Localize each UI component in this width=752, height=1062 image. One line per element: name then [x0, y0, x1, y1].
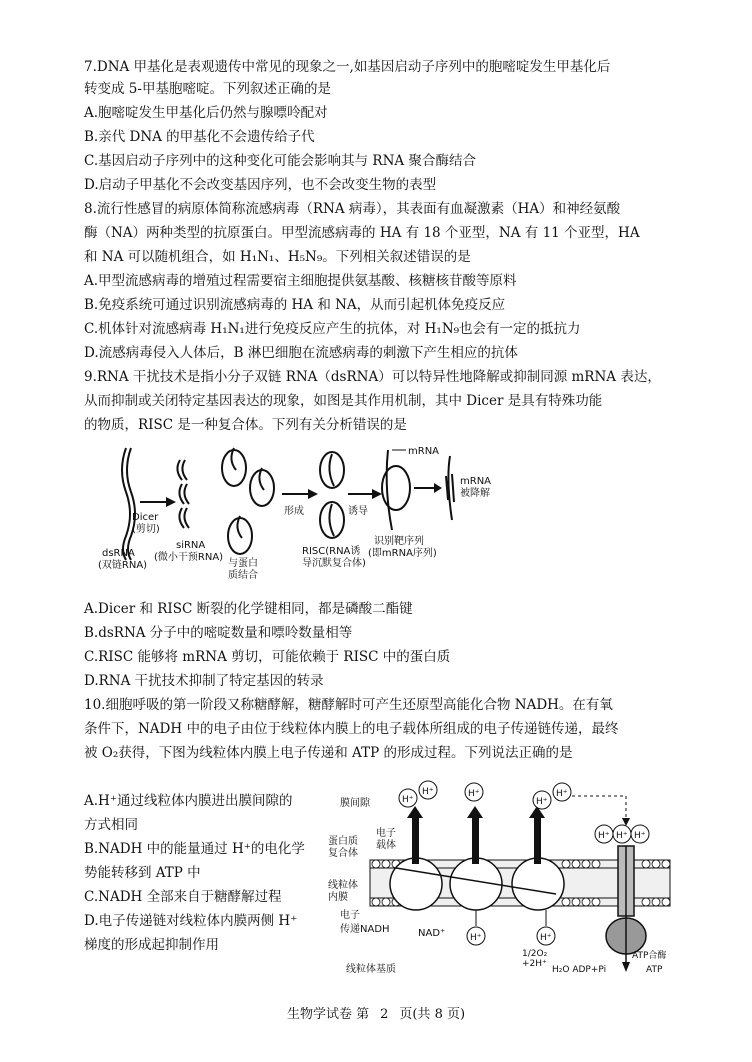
page-footer: [0, 1003, 752, 1022]
rna-interference-diagram: [96, 440, 496, 580]
proton-pump-arrows: [407, 806, 545, 864]
q7-option-a: A.胞嘧啶发生甲基化后仍然与腺嘌呤配对: [84, 105, 328, 121]
h-label-top-4: H⁺: [536, 797, 548, 807]
dsrna-label: dsRNA: [102, 548, 135, 559]
h-label-top-6: H⁺: [598, 831, 610, 841]
q10-option-b-line-2: 势能转移到 ATP 中: [84, 865, 201, 881]
h-label-bottom-1: H⁺: [470, 933, 482, 943]
h-label-top-3: H⁺: [468, 789, 480, 799]
atp-label: ATP: [646, 965, 663, 975]
q9-option-d: D.RNA 干扰技术抑制了特定基因的转录: [84, 673, 324, 689]
h-label-top-7: H⁺: [616, 831, 628, 841]
protein-bind-label-1: 与蛋白: [228, 558, 258, 569]
mrna-label: mRNA: [408, 446, 440, 457]
nad-label: NAD⁺: [418, 928, 446, 939]
inner-membrane-label-1: 线粒体: [328, 880, 358, 891]
dicer-sub-label: (剪切): [132, 524, 160, 535]
h2o-adp-label: H₂O ADP+Pi: [552, 965, 607, 975]
footer-page-number: 2: [380, 1007, 389, 1022]
q8-option-a: A.甲型流感病毒的增殖过程需要宿主细胞提供氨基酸、核糖核苷酸等原料: [84, 273, 517, 289]
sirna-sub-label: (微小干预RNA): [154, 552, 224, 563]
matrix-label: 线粒体基质: [346, 964, 396, 975]
q9-option-a: A.Dicer 和 RISC 断裂的化学键相同，都是磷酸二酯键: [84, 601, 413, 617]
q8-stem-line-3: 和 NA 可以随机组合，如 H₁N₁、H₅N₉。下列相关叙述错误的是: [84, 249, 471, 265]
q7-option-d: D.启动子甲基化不会改变基因序列，也不会改变生物的表型: [84, 177, 437, 193]
o2-label: 1/2O₂: [522, 949, 548, 959]
form-label: 形成: [284, 506, 304, 517]
q9-stem-line-2: 从而抑制或关闭特定基因表达的现象，如图是其作用机制，其中 Dicer 是具有特殊功能: [84, 393, 603, 409]
q9-option-b: B.dsRNA 分子中的嘧啶数量和嘌呤数量相等: [84, 625, 353, 641]
intermembrane-label: 膜间隙: [340, 798, 370, 809]
q10-option-b-line-1: B.NADH 中的能量通过 H⁺的电化学: [84, 841, 305, 857]
q7-option-c: C.基因启动子序列中的这种变化可能会影响其与 RNA 聚合酶结合: [84, 153, 476, 169]
h-label-top-2: H⁺: [422, 787, 434, 797]
footer-subject: 生物学试卷 第: [286, 1007, 370, 1022]
q8-option-c: C.机体针对流感病毒 H₁N₁进行免疫反应产生的抗体，对 H₁N₉也会有一定的抵抗力: [84, 321, 581, 337]
h-label-top-5: H⁺: [556, 789, 568, 799]
q9-stem-line-3: 的物质，RISC 是一种复合体。下列有关分析错误的是: [84, 417, 407, 433]
risc-label-1: RISC(RNA诱: [302, 546, 361, 557]
q8-option-b: B.免疫系统可通过识别流感病毒的 HA 和 NA，从而引起机体免疫反应: [84, 297, 506, 313]
q10-stem-line-1: 10.细胞呼吸的第一阶段又称糖酵解，糖酵解时可产生还原型高能化合物 NADH。在有氧: [84, 697, 613, 713]
dsrna-sub-label: (双链RNA): [98, 560, 148, 571]
risc-label-2: 导沉默复合体): [302, 558, 366, 569]
electron-transport-diagram: [326, 776, 688, 976]
q10-stem-line-2: 条件下，NADH 中的电子由位于线粒体内膜上的电子载体所组成的电子传递链传递，最终: [84, 721, 619, 737]
recog-label-1: 识别靶序列: [374, 536, 424, 547]
q9-stem-line-1: 9.RNA 干扰技术是指小分子双链 RNA（dsRNA）可以特异性地降解或抑制同源 mRNA 表达，: [84, 369, 661, 385]
protein-complexes: [390, 858, 564, 910]
degrade-label-1: mRNA: [460, 476, 492, 487]
recog-label-2: (即mRNA序列): [368, 548, 437, 559]
footer-total: 页(共 8 页): [399, 1007, 466, 1022]
degraded-mrna: [446, 456, 454, 520]
h-label-bottom-2: H⁺: [540, 933, 552, 943]
degrade-label-2: 被降解: [460, 488, 490, 499]
complex-label-1: 蛋白质: [328, 836, 358, 847]
h-label-top-1: H⁺: [402, 795, 414, 805]
sirna-strands: [177, 460, 189, 528]
e-carrier-label-2: 载体: [376, 840, 396, 851]
protein-bind-label-2: 质结合: [228, 570, 258, 580]
induce-label: 诱导: [348, 506, 368, 517]
q8-stem-line-1: 8.流行性感冒的病原体简称流感病毒（RNA 病毒），其表面有血凝激素（HA）和神经氨酸: [84, 201, 621, 217]
q8-stem-line-2: 酶（NA）两种类型的抗原蛋白。甲型流感病毒的 HA 有 18 个亚型，NA 有 11 个亚型，HA: [84, 225, 640, 241]
q10-option-d-line-1: D.电子传递链对线粒体内膜两侧 H⁺: [84, 913, 298, 929]
e-carrier-label-1: 电子: [376, 828, 396, 839]
q8-option-d: D.流感病毒侵入人体后，B 淋巴细胞在流感病毒的刺激下产生相应的抗体: [84, 345, 518, 361]
q10-option-a-line-1: A.H⁺通过线粒体内膜进出膜间隙的: [84, 793, 293, 809]
risc-complexes: [320, 452, 344, 538]
q7-stem-line-2: 转变成 5-甲基胞嘧啶。下列叙述正确的是: [84, 81, 331, 97]
dicer-label: Dicer: [132, 512, 159, 523]
q7-stem-line-1: 7.DNA 甲基化是表观遗传中常见的现象之一,如基因启动子序列中的胞嘧啶发生甲基化后: [84, 59, 611, 75]
complex-label-2: 复合体: [328, 848, 358, 859]
q7-option-b: B.亲代 DNA 的甲基化不会遗传给子代: [84, 129, 315, 145]
protein-ovals: [222, 450, 274, 554]
proton-circles-top: [399, 781, 649, 843]
q10-option-c: C.NADH 全部来自于糖酵解过程: [84, 889, 282, 905]
sirna-label: siRNA: [176, 540, 206, 551]
h-label-top-8: H⁺: [634, 831, 646, 841]
plus-2h-label: +2H⁺: [522, 959, 547, 969]
inner-membrane-label-2: 内膜: [328, 892, 348, 903]
e-transport-label-2: 传递NADH: [340, 924, 390, 935]
dsrna-strand: [122, 448, 135, 560]
q10-stem-line-3: 被 O₂获得，下图为线粒体内膜上电子传递和 ATP 的形成过程。下列说法正确的是: [84, 745, 573, 761]
q10-option-d-line-2: 梯度的形成起抑制作用: [84, 937, 219, 953]
q9-option-c: C.RISC 能够将 mRNA 剪切，可能依赖于 RISC 中的蛋白质: [84, 649, 451, 665]
q10-option-a-line-2: 方式相同: [84, 817, 138, 833]
atp-synthase-label: ATP合酶: [632, 951, 667, 961]
e-transport-label-1: 电子: [340, 910, 360, 921]
